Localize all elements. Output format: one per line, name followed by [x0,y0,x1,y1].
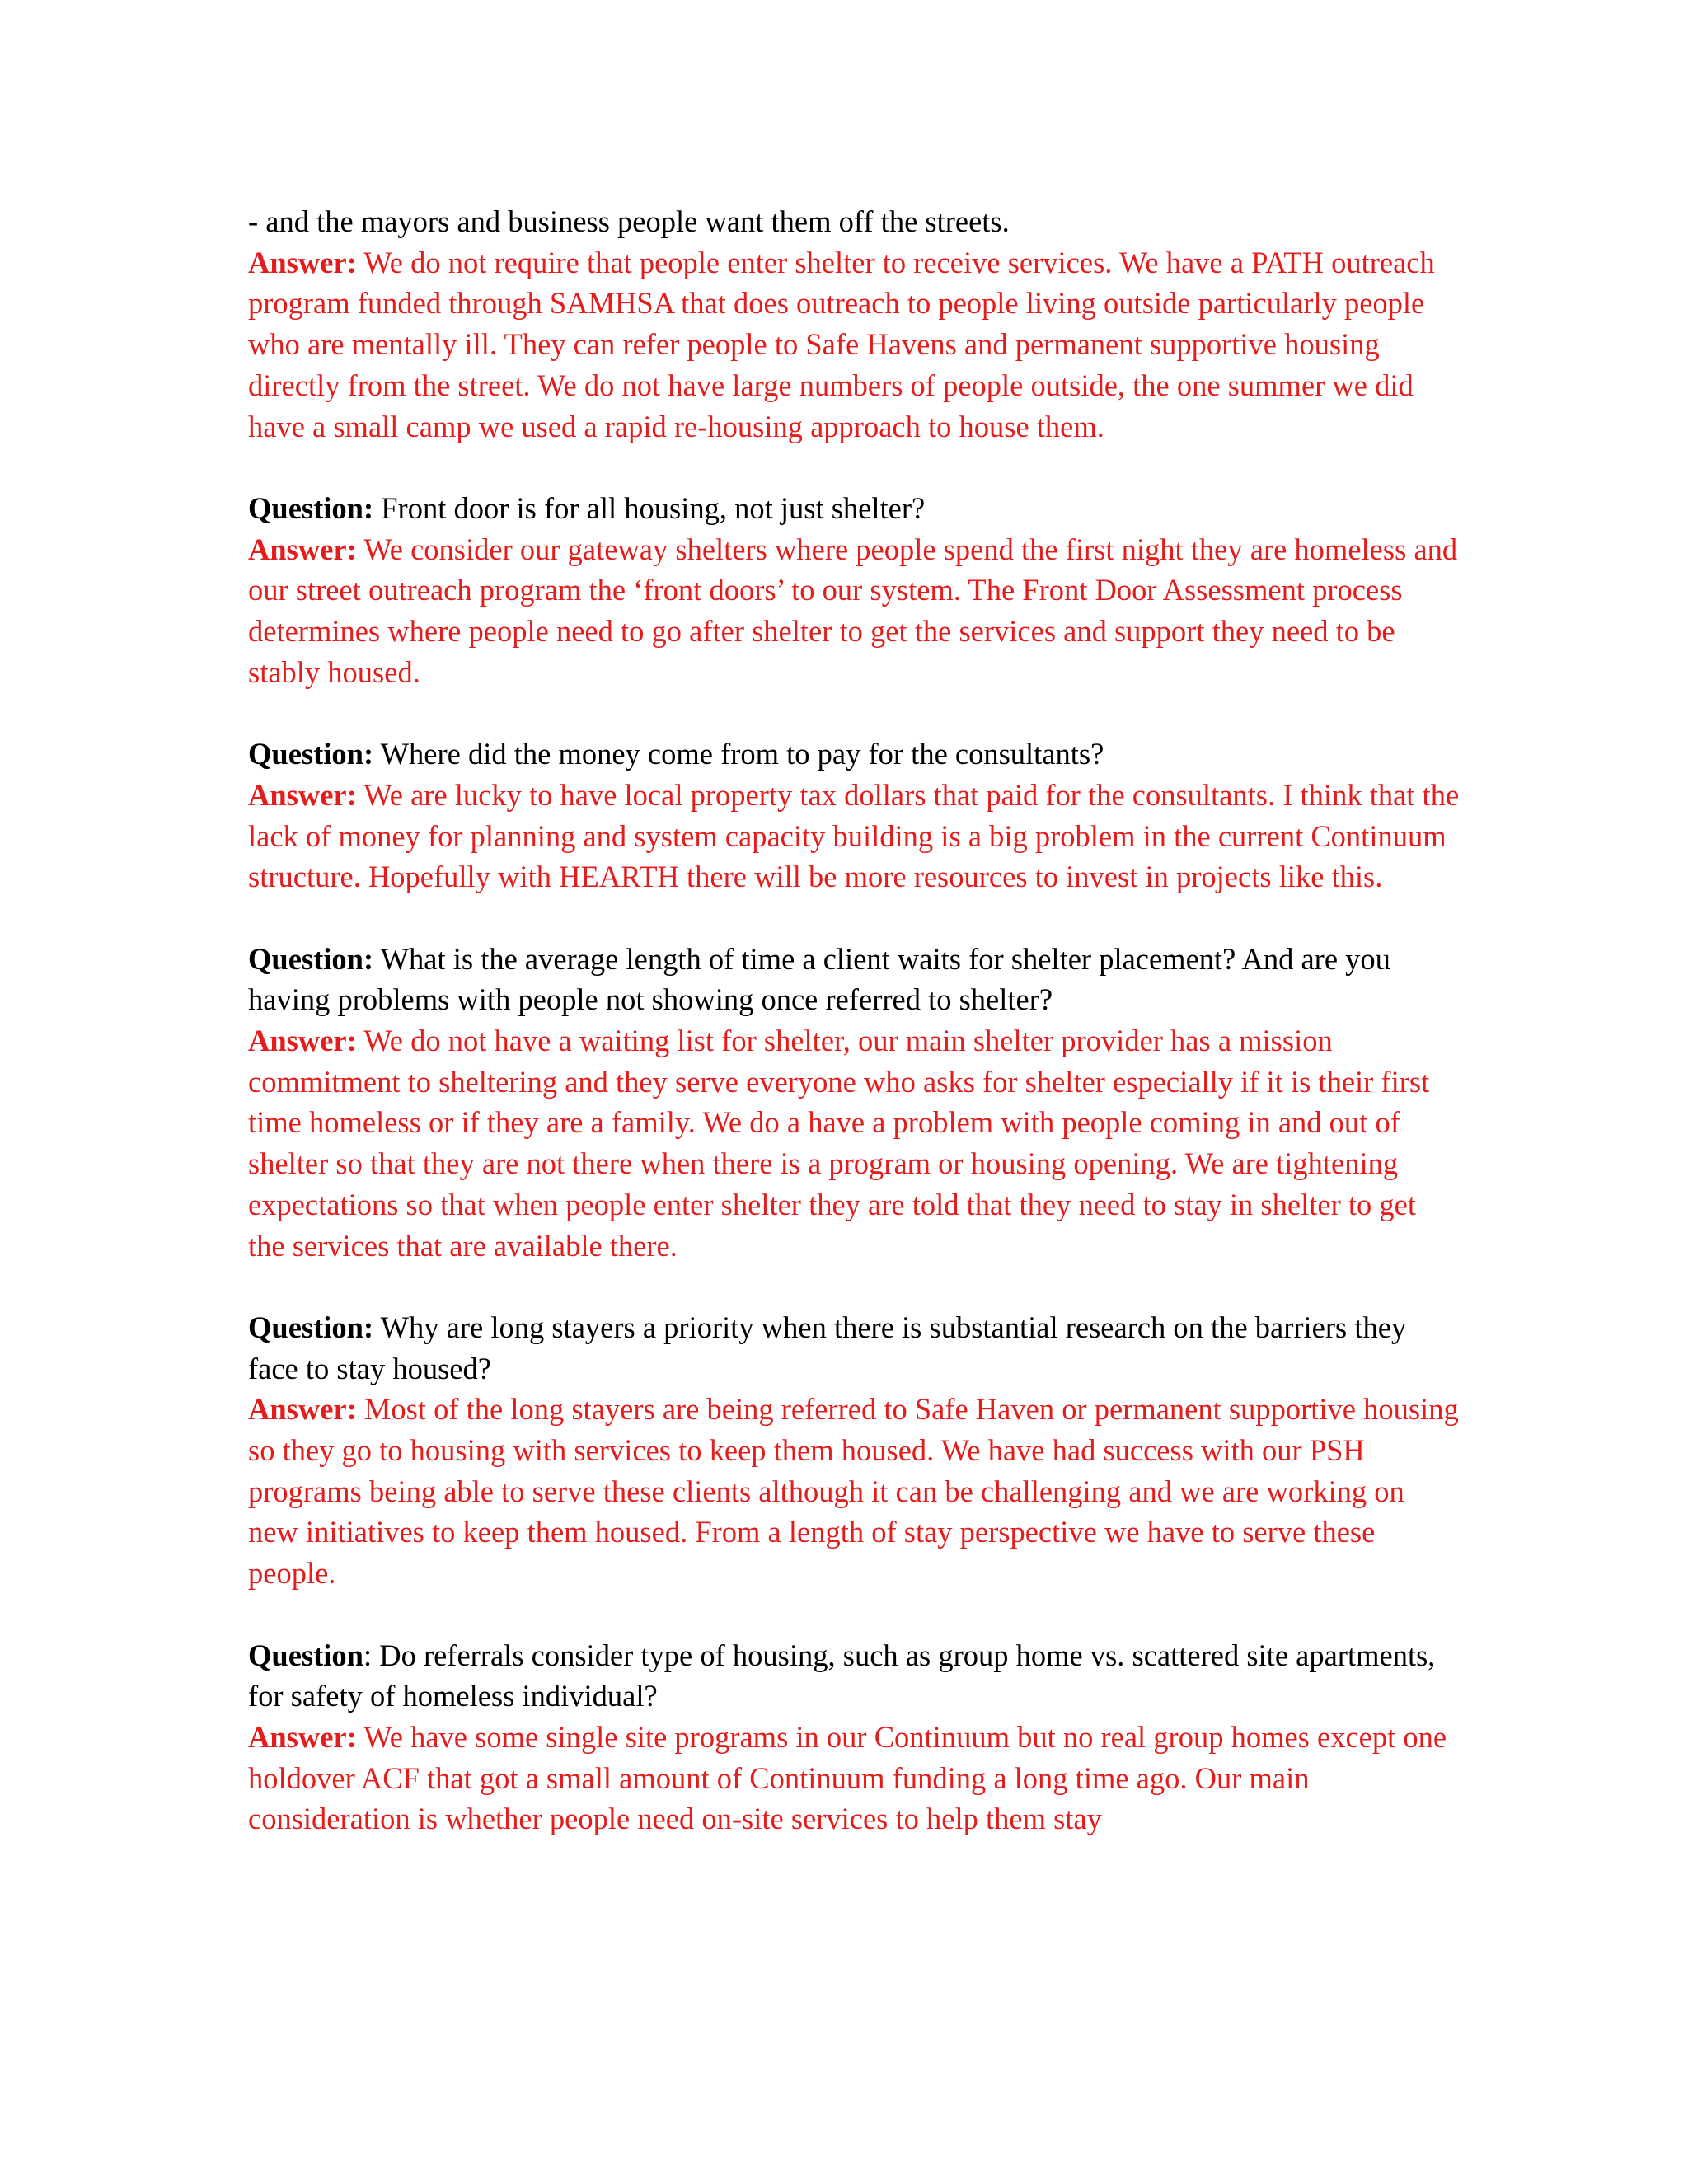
question-label: Question: [248,737,374,771]
question-3 [248,733,1460,775]
document-page [248,201,1460,1840]
answer-text: Most of the long stayers are being referred to Safe Haven or permanent supportive housing so they go to housing with services to keep them housed. We have had success with our PSH programs being able to serve these clients although it can be challenging and we are working on new initiatives to keep them housed. From a length of stay perspective we have to serve these people. [248,1392,1459,1591]
question-2 [248,488,1460,529]
question-text: Where did the money come from to pay for the consultants? [373,737,1104,771]
question-6 [248,1635,1460,1717]
answer-label: Answer: [248,1719,357,1754]
answer-label: Answer: [248,777,357,812]
question-text: Why are long stayers a priority when there is substantial research on the barriers they face to stay housed? [248,1310,1407,1385]
answer-3 [248,775,1460,898]
answer-text: We have some single site programs in our Continuum but no real group homes except one holdover ACF that got a small amount of Continuum funding a long time ago. Our main consideration is whether people need on-site services to help them stay [248,1719,1447,1836]
answer-label: Answer: [248,532,357,566]
paragraph-gap [248,692,1460,733]
intro-line: - and the mayors and business people want them off the streets. [248,204,1010,238]
answer-4 [248,1020,1460,1266]
answer-label: Answer: [248,1024,357,1058]
question-4 [248,939,1460,1020]
answer-5 [248,1389,1460,1594]
answer-1 [248,242,1460,448]
question-text: Front door is for all housing, not just shelter? [373,490,926,525]
question-label: Question: [248,941,374,976]
answer-text: We do not have a waiting list for shelter, our main shelter provider has a mission commitment to sheltering and they serve everyone who asks for shelter especially if it is their first time homeless or if they are a family. We do a have a problem with people coming in and out of shelter so that they are not there when there is a program or housing opening. We are tightening expectations so that when people enter shelter they are told that they need to stay in shelter to get the services that are available there. [248,1024,1430,1263]
paragraph-gap [248,898,1460,939]
answer-label: Answer: [248,1392,357,1427]
answer-text: We consider our gateway shelters where people spend the first night they are homeless and our street outreach program the ‘front doors’ to our system. The Front Door Assessment process determines where people need to go after shelter to get the services and support they need to be stably housed. [248,532,1458,689]
question-text: : Do referrals consider type of housing, such as group home vs. scattered site apartments, for safety of homeless individual? [248,1638,1436,1713]
answer-label: Answer: [248,245,357,279]
answer-2 [248,529,1460,693]
question-label: Question [248,1638,363,1672]
question-5 [248,1307,1460,1389]
question-label: Question: [248,1310,374,1344]
question-text: What is the average length of time a client waits for shelter placement? And are you having problems with people not showing once referred to shelter? [248,941,1390,1017]
answer-text: We do not require that people enter shelter to receive services. We have a PATH outreach program funded through SAMHSA that does outreach to people living outside particularly people who are mentally ill. They can refer people to Safe Havens and permanent supportive housing directly from the street. We do not have large numbers of people outside, the one summer we did have a small camp we used a rapid re-housing approach to house them. [248,245,1435,443]
answer-6 [248,1717,1460,1840]
answer-text: We are lucky to have local property tax dollars that paid for the consultants. I think that the lack of money for planning and system capacity building is a big problem in the current Continuum structure. Hopefully with HEARTH there will be more resources to invest in projects like this. [248,777,1460,894]
paragraph-gap [248,1594,1460,1635]
question-label: Question: [248,490,374,525]
paragraph-gap [248,1266,1460,1307]
paragraph-gap [248,447,1460,488]
